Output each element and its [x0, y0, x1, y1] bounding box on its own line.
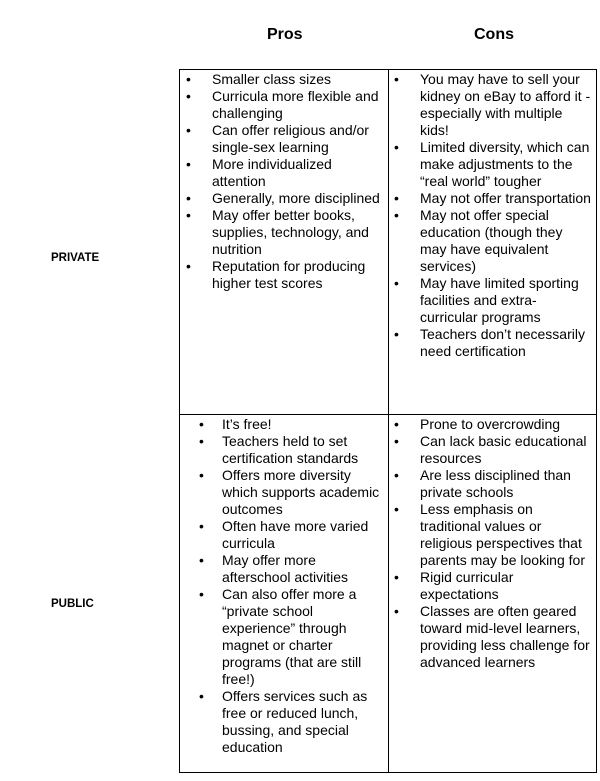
pros-column-header: Pros — [267, 26, 303, 43]
list-item: • Reputation for producing higher test scores — [212, 258, 384, 292]
list-item: • Often have more varied curricula — [222, 518, 382, 552]
list-item: • May have limited sporting facilities and extra-curricular programs — [420, 275, 592, 326]
list-item: • May not offer special education (though they may have equivalent services) — [420, 207, 592, 275]
list-item: • Offers more diversity which supports academic outcomes — [222, 467, 382, 518]
list-item: • Are less disciplined than private schools — [420, 467, 592, 501]
public-row-label: PUBLIC — [51, 598, 94, 610]
comparison-table — [179, 69, 597, 773]
list-item: • Smaller class sizes — [212, 71, 384, 88]
list-item: • Offers services such as free or reduced lunch, bussing, and special education — [222, 688, 382, 756]
list-item: • Prone to overcrowding — [420, 416, 592, 433]
private-pros-list — [212, 71, 384, 292]
public-pros-list — [222, 416, 382, 756]
table-border-right — [596, 69, 597, 773]
public-cons-list — [420, 416, 592, 671]
list-item: • It’s free! — [222, 416, 382, 433]
table-border-center — [388, 69, 389, 773]
private-row-label: PRIVATE — [51, 252, 100, 264]
list-item: • Can lack basic educational resources — [420, 433, 592, 467]
private-cons-list — [420, 71, 592, 360]
list-item: • Generally, more disciplined — [212, 190, 384, 207]
list-item: • Teachers don’t necessarily need certification — [420, 326, 592, 360]
list-item: • Can offer religious and/or single-sex learning — [212, 122, 384, 156]
list-item: • Limited diversity, which can make adjustments to the “real world” tougher — [420, 139, 592, 190]
list-item: • More individualized attention — [212, 156, 384, 190]
list-item: • Can also offer more a “private school experience” through magnet or charter programs (that are still free!) — [222, 586, 382, 688]
list-item: • Classes are often geared toward mid-level learners, providing less challenge for advanced learners — [420, 603, 592, 671]
list-item: • May offer more afterschool activities — [222, 552, 382, 586]
list-item: • Curricula more flexible and challenging — [212, 88, 384, 122]
list-item: • May not offer transportation — [420, 190, 592, 207]
list-item: • May offer better books, supplies, technology, and nutrition — [212, 207, 384, 258]
table-border-left — [179, 69, 180, 773]
list-item: • Teachers held to set certification standards — [222, 433, 382, 467]
list-item: • You may have to sell your kidney on eBay to afford it - especially with multiple kids! — [420, 71, 592, 139]
cons-column-header: Cons — [474, 26, 514, 43]
list-item: • Rigid curricular expectations — [420, 569, 592, 603]
list-item: • Less emphasis on traditional values or religious perspectives that parents may be looking for — [420, 501, 592, 569]
